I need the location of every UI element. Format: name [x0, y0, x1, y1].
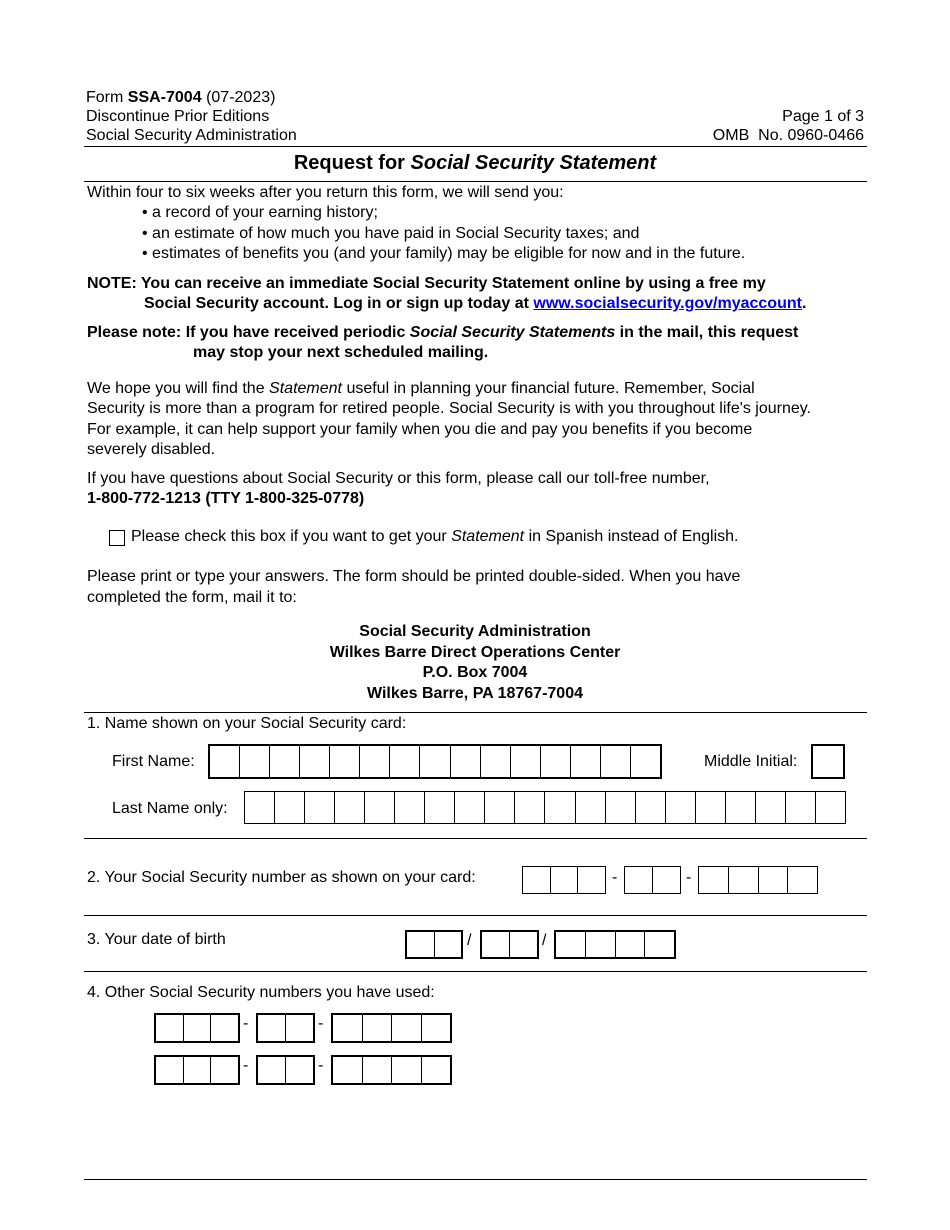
- discontinue-text: Discontinue Prior Editions: [86, 108, 270, 125]
- character-cell[interactable]: [258, 1015, 286, 1041]
- myaccount-link[interactable]: www.socialsecurity.gov/myaccount: [533, 295, 802, 312]
- character-cell[interactable]: [363, 1015, 393, 1041]
- last-name-input[interactable]: [244, 791, 846, 824]
- divider: [84, 971, 867, 972]
- other-ssn-1-area-input[interactable]: [154, 1013, 240, 1043]
- first-name-label: First Name:: [112, 753, 195, 770]
- middle-initial-input[interactable]: [811, 744, 845, 779]
- character-cell[interactable]: [515, 792, 545, 823]
- spanish-checkbox[interactable]: [109, 530, 125, 546]
- character-cell[interactable]: [395, 792, 425, 823]
- character-cell[interactable]: [726, 792, 756, 823]
- character-cell[interactable]: [407, 932, 435, 957]
- character-cell[interactable]: [816, 792, 845, 823]
- character-cell[interactable]: [556, 932, 586, 957]
- character-cell[interactable]: [422, 1015, 451, 1041]
- character-cell[interactable]: [653, 867, 680, 893]
- character-cell[interactable]: [451, 746, 481, 777]
- form-prefix: Form: [86, 89, 124, 106]
- please-note-a: Please note: If you have received periodic: [87, 324, 406, 341]
- dob-slash: /: [467, 932, 472, 949]
- ssn-dash: -: [243, 1057, 249, 1074]
- address-line: Social Security Administration: [359, 623, 591, 640]
- character-cell[interactable]: [578, 867, 605, 893]
- page-title: [0, 151, 950, 175]
- hope-line4: severely disabled.: [87, 441, 216, 458]
- character-cell[interactable]: [422, 1057, 451, 1083]
- divider: [84, 838, 867, 839]
- ssn-dash: -: [243, 1015, 249, 1032]
- character-cell[interactable]: [420, 746, 450, 777]
- character-cell[interactable]: [510, 932, 537, 957]
- ssn-dash: -: [686, 869, 692, 886]
- note-end: .: [801, 295, 807, 312]
- spanish-c: in Spanish instead of English.: [528, 528, 739, 545]
- ssn-dash: -: [612, 869, 618, 886]
- other-ssn-1-group-input[interactable]: [256, 1013, 315, 1043]
- character-cell[interactable]: [392, 1057, 422, 1083]
- divider: [84, 181, 867, 182]
- title-italic: Social Security Statement: [410, 152, 657, 174]
- character-cell[interactable]: [305, 792, 335, 823]
- character-cell[interactable]: [156, 1015, 184, 1041]
- character-cell[interactable]: [571, 746, 601, 777]
- other-ssn-2-area-input[interactable]: [154, 1055, 240, 1085]
- page-number: Page 1 of 3: [782, 108, 864, 125]
- divider: [84, 915, 867, 916]
- form-edition: (07-2023): [206, 89, 276, 106]
- note-line2: [144, 294, 806, 314]
- character-cell[interactable]: [270, 746, 300, 777]
- character-cell[interactable]: [330, 746, 360, 777]
- character-cell[interactable]: [788, 867, 817, 893]
- character-cell[interactable]: [551, 867, 579, 893]
- character-cell[interactable]: [696, 792, 726, 823]
- character-cell[interactable]: [666, 792, 696, 823]
- other-ssn-1-serial-input[interactable]: [331, 1013, 452, 1043]
- title-prefix: Request for: [293, 152, 405, 174]
- character-cell[interactable]: [482, 932, 510, 957]
- character-cell[interactable]: [210, 746, 240, 777]
- character-cell[interactable]: [360, 746, 390, 777]
- hope-line2: Security is more than a program for retired people. Social Security is with you throughout life's journey.: [87, 400, 811, 417]
- questions-line1: If you have questions about Social Security or this form, please call our toll-free number,: [87, 470, 710, 487]
- divider: [84, 712, 867, 713]
- character-cell[interactable]: [365, 792, 395, 823]
- character-cell[interactable]: [240, 746, 270, 777]
- character-cell[interactable]: [625, 867, 653, 893]
- note-text: Social Security account. Log in or sign up today at: [144, 295, 529, 312]
- intro-bullet: • a record of your earning history;: [142, 204, 378, 221]
- character-cell[interactable]: [601, 746, 631, 777]
- character-cell[interactable]: [511, 746, 541, 777]
- please-note-c: in the mail, this request: [619, 324, 799, 341]
- character-cell[interactable]: [545, 792, 575, 823]
- agency-name: Social Security Administration: [86, 127, 297, 144]
- character-cell[interactable]: [586, 932, 616, 957]
- hope-line3: For example, it can help support your family when you die and pay you benefits if you become: [87, 421, 753, 438]
- please-note-line2: may stop your next scheduled mailing.: [193, 344, 489, 361]
- phone-number: 1-800-772-1213 (TTY 1-800-325-0778): [87, 490, 365, 507]
- character-cell[interactable]: [211, 1057, 238, 1083]
- address-line: P.O. Box 7004: [422, 664, 528, 681]
- note-line1: NOTE: You can receive an immediate Social Security Statement online by using a free my: [87, 275, 766, 292]
- address-line: Wilkes Barre Direct Operations Center: [329, 644, 621, 661]
- dob-slash: /: [542, 932, 547, 949]
- intro-lead: Within four to six weeks after you return this form, we will send you:: [87, 184, 564, 201]
- please-note-b: Social Security Statements: [409, 324, 616, 341]
- form-id: [86, 88, 275, 108]
- character-cell[interactable]: [258, 1057, 286, 1083]
- character-cell[interactable]: [425, 792, 455, 823]
- character-cell[interactable]: [523, 867, 551, 893]
- intro-bullet: • estimates of benefits you (and your family) may be eligible for now and in the future.: [142, 245, 746, 262]
- q1-label: 1. Name shown on your Social Security card:: [87, 715, 407, 732]
- middle-initial-label: Middle Initial:: [704, 753, 798, 770]
- character-cell[interactable]: [335, 792, 365, 823]
- other-ssn-2-serial-input[interactable]: [331, 1055, 452, 1085]
- character-cell[interactable]: [756, 792, 786, 823]
- please-note-line1: [87, 323, 798, 343]
- character-cell[interactable]: [729, 867, 759, 893]
- ssn-dash: -: [318, 1057, 324, 1074]
- hope-line1: [87, 379, 755, 399]
- character-cell[interactable]: [786, 792, 816, 823]
- character-cell[interactable]: [333, 1057, 363, 1083]
- character-cell[interactable]: [286, 1057, 313, 1083]
- character-cell[interactable]: [636, 792, 666, 823]
- first-name-input[interactable]: [208, 744, 662, 779]
- print-line1: Please print or type your answers. The form should be printed double-sided. When you have: [87, 568, 741, 585]
- spanish-a: Please check this box if you want to get your: [131, 528, 447, 545]
- character-cell[interactable]: [275, 792, 305, 823]
- ssn-area-input[interactable]: [522, 866, 606, 894]
- other-ssn-2-group-input[interactable]: [256, 1055, 315, 1085]
- character-cell[interactable]: [392, 1015, 422, 1041]
- print-line2: completed the form, mail it to:: [87, 589, 297, 606]
- character-cell[interactable]: [156, 1057, 184, 1083]
- ssn-dash: -: [318, 1015, 324, 1032]
- character-cell[interactable]: [813, 746, 843, 777]
- character-cell[interactable]: [390, 746, 420, 777]
- character-cell[interactable]: [300, 746, 330, 777]
- character-cell[interactable]: [184, 1015, 212, 1041]
- footer-divider: [84, 1179, 867, 1180]
- character-cell[interactable]: [363, 1057, 393, 1083]
- character-cell[interactable]: [616, 932, 646, 957]
- divider: [84, 146, 867, 147]
- last-name-label: Last Name only:: [112, 800, 228, 817]
- spanish-b: Statement: [451, 528, 525, 545]
- hope-a: We hope you will find the: [87, 380, 265, 397]
- character-cell[interactable]: [481, 746, 511, 777]
- character-cell[interactable]: [759, 867, 789, 893]
- character-cell[interactable]: [631, 746, 660, 777]
- hope-c: useful in planning your financial future. Remember, Social: [346, 380, 755, 397]
- dob-month-input[interactable]: [405, 930, 463, 959]
- address-line: Wilkes Barre, PA 18767-7004: [367, 685, 583, 702]
- q2-label: 2. Your Social Security number as shown on your card:: [87, 869, 476, 886]
- hope-b: Statement: [269, 380, 342, 397]
- q3-label: 3. Your date of birth: [87, 931, 226, 948]
- character-cell[interactable]: [541, 746, 571, 777]
- character-cell[interactable]: [333, 1015, 363, 1041]
- dob-year-input[interactable]: [554, 930, 676, 959]
- character-cell[interactable]: [645, 932, 674, 957]
- character-cell[interactable]: [184, 1057, 212, 1083]
- character-cell[interactable]: [485, 792, 515, 823]
- character-cell[interactable]: [699, 867, 729, 893]
- character-cell[interactable]: [245, 792, 275, 823]
- spanish-label: [131, 527, 739, 547]
- intro-bullet: • an estimate of how much you have paid in Social Security taxes; and: [142, 225, 640, 242]
- character-cell[interactable]: [211, 1015, 238, 1041]
- character-cell[interactable]: [576, 792, 606, 823]
- character-cell[interactable]: [435, 932, 462, 957]
- character-cell[interactable]: [286, 1015, 313, 1041]
- character-cell[interactable]: [606, 792, 636, 823]
- dob-day-input[interactable]: [480, 930, 539, 959]
- ssn-group-input[interactable]: [624, 866, 681, 894]
- character-cell[interactable]: [455, 792, 485, 823]
- form-number: SSA-7004: [127, 89, 202, 106]
- q4-label: 4. Other Social Security numbers you have used:: [87, 984, 435, 1001]
- omb-number: OMB No. 0960-0466: [712, 127, 864, 144]
- ssn-serial-input[interactable]: [698, 866, 818, 894]
